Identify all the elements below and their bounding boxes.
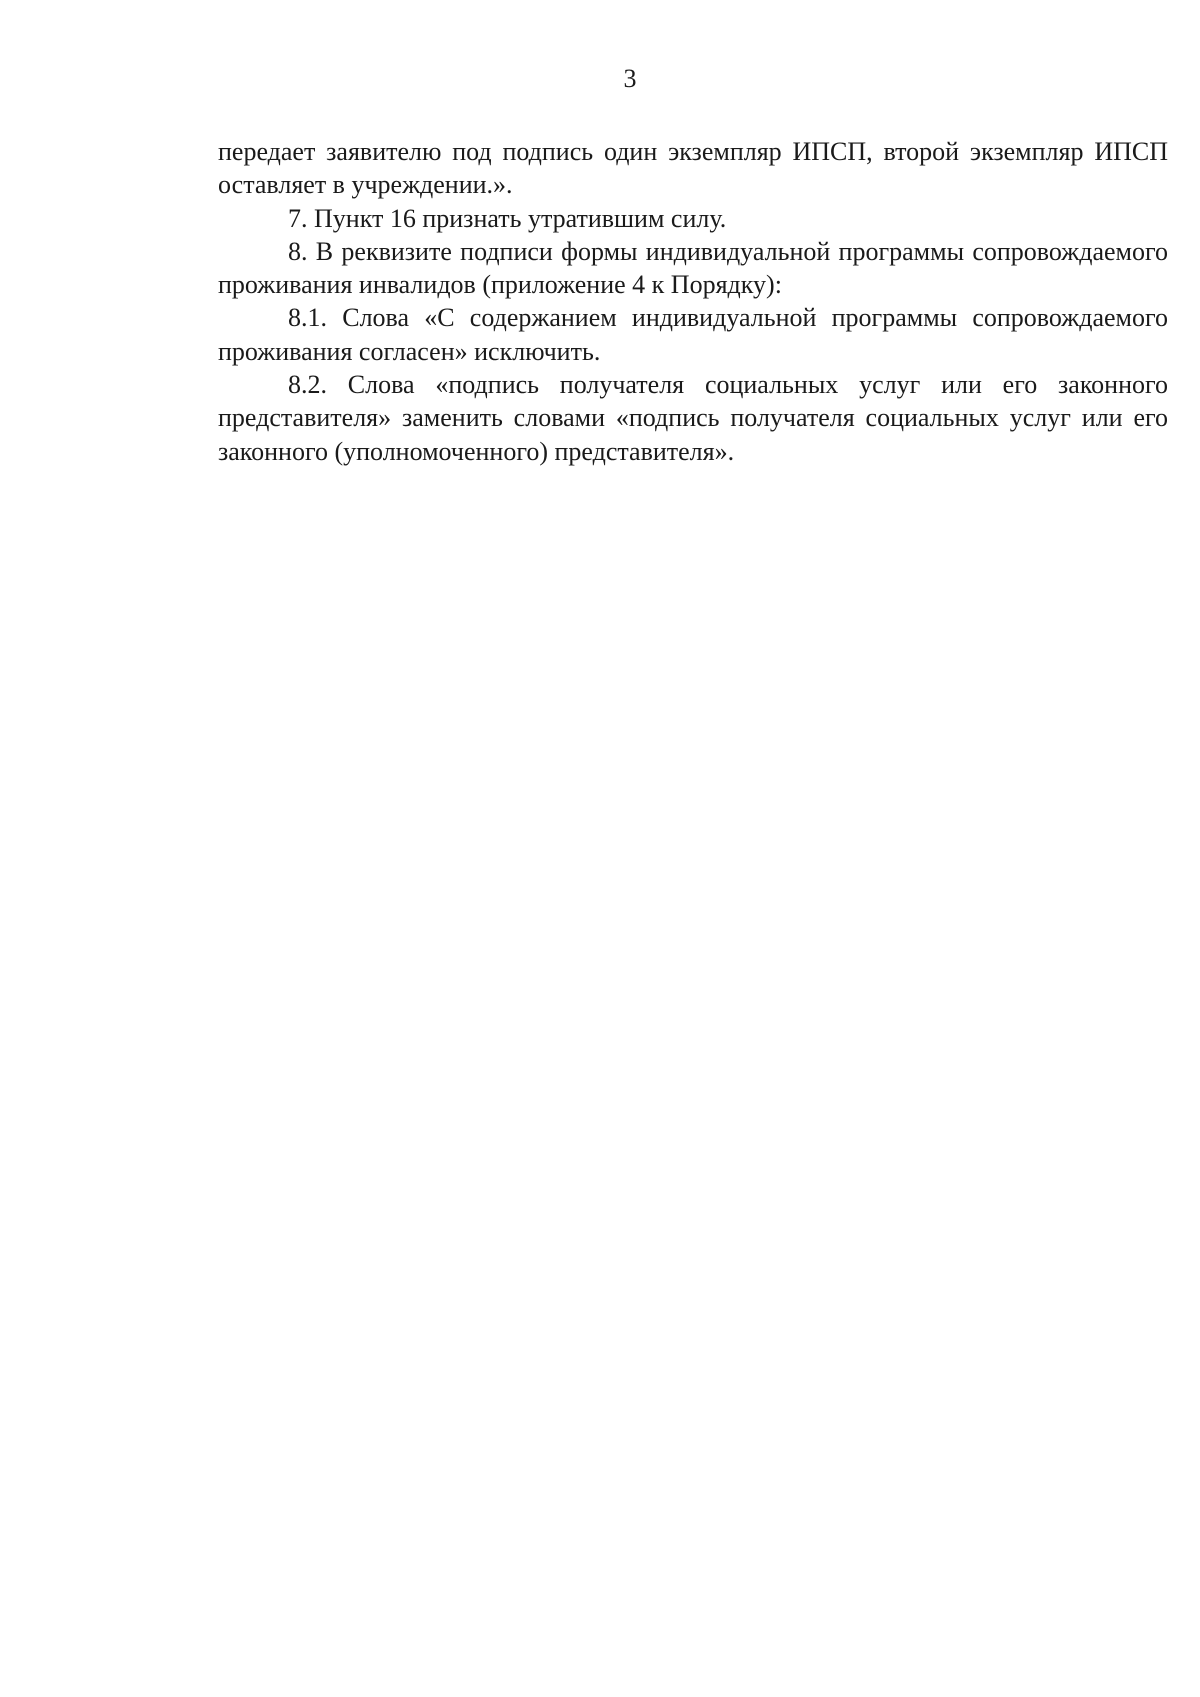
paragraph-item-7: 7. Пункт 16 признать утратившим силу. <box>288 203 727 233</box>
paragraph-item-8: 8. В реквизите подписи формы индивидуальной программы сопровождаемого проживания инвалидов (приложение 4 к Порядку): <box>218 236 1168 300</box>
page-number: 3 <box>623 64 637 93</box>
paragraph-item-8-2: 8.2. Слова «подпись получателя социальных услуг или его законного представителя» заменить словами «подпись получателя социальных услуг или его законного (уполномоченного) представителя». <box>218 370 1168 466</box>
paragraph-continuation: передает заявителю под подпись один экземпляр ИПСП, второй экземпляр ИПСП оставляет в учреждении.». <box>218 137 1168 200</box>
document-body <box>218 135 1168 468</box>
paragraph-item-8-1: 8.1. Слова «С содержанием индивидуальной программы сопровождаемого проживания согласен» исключить. <box>218 303 1168 366</box>
